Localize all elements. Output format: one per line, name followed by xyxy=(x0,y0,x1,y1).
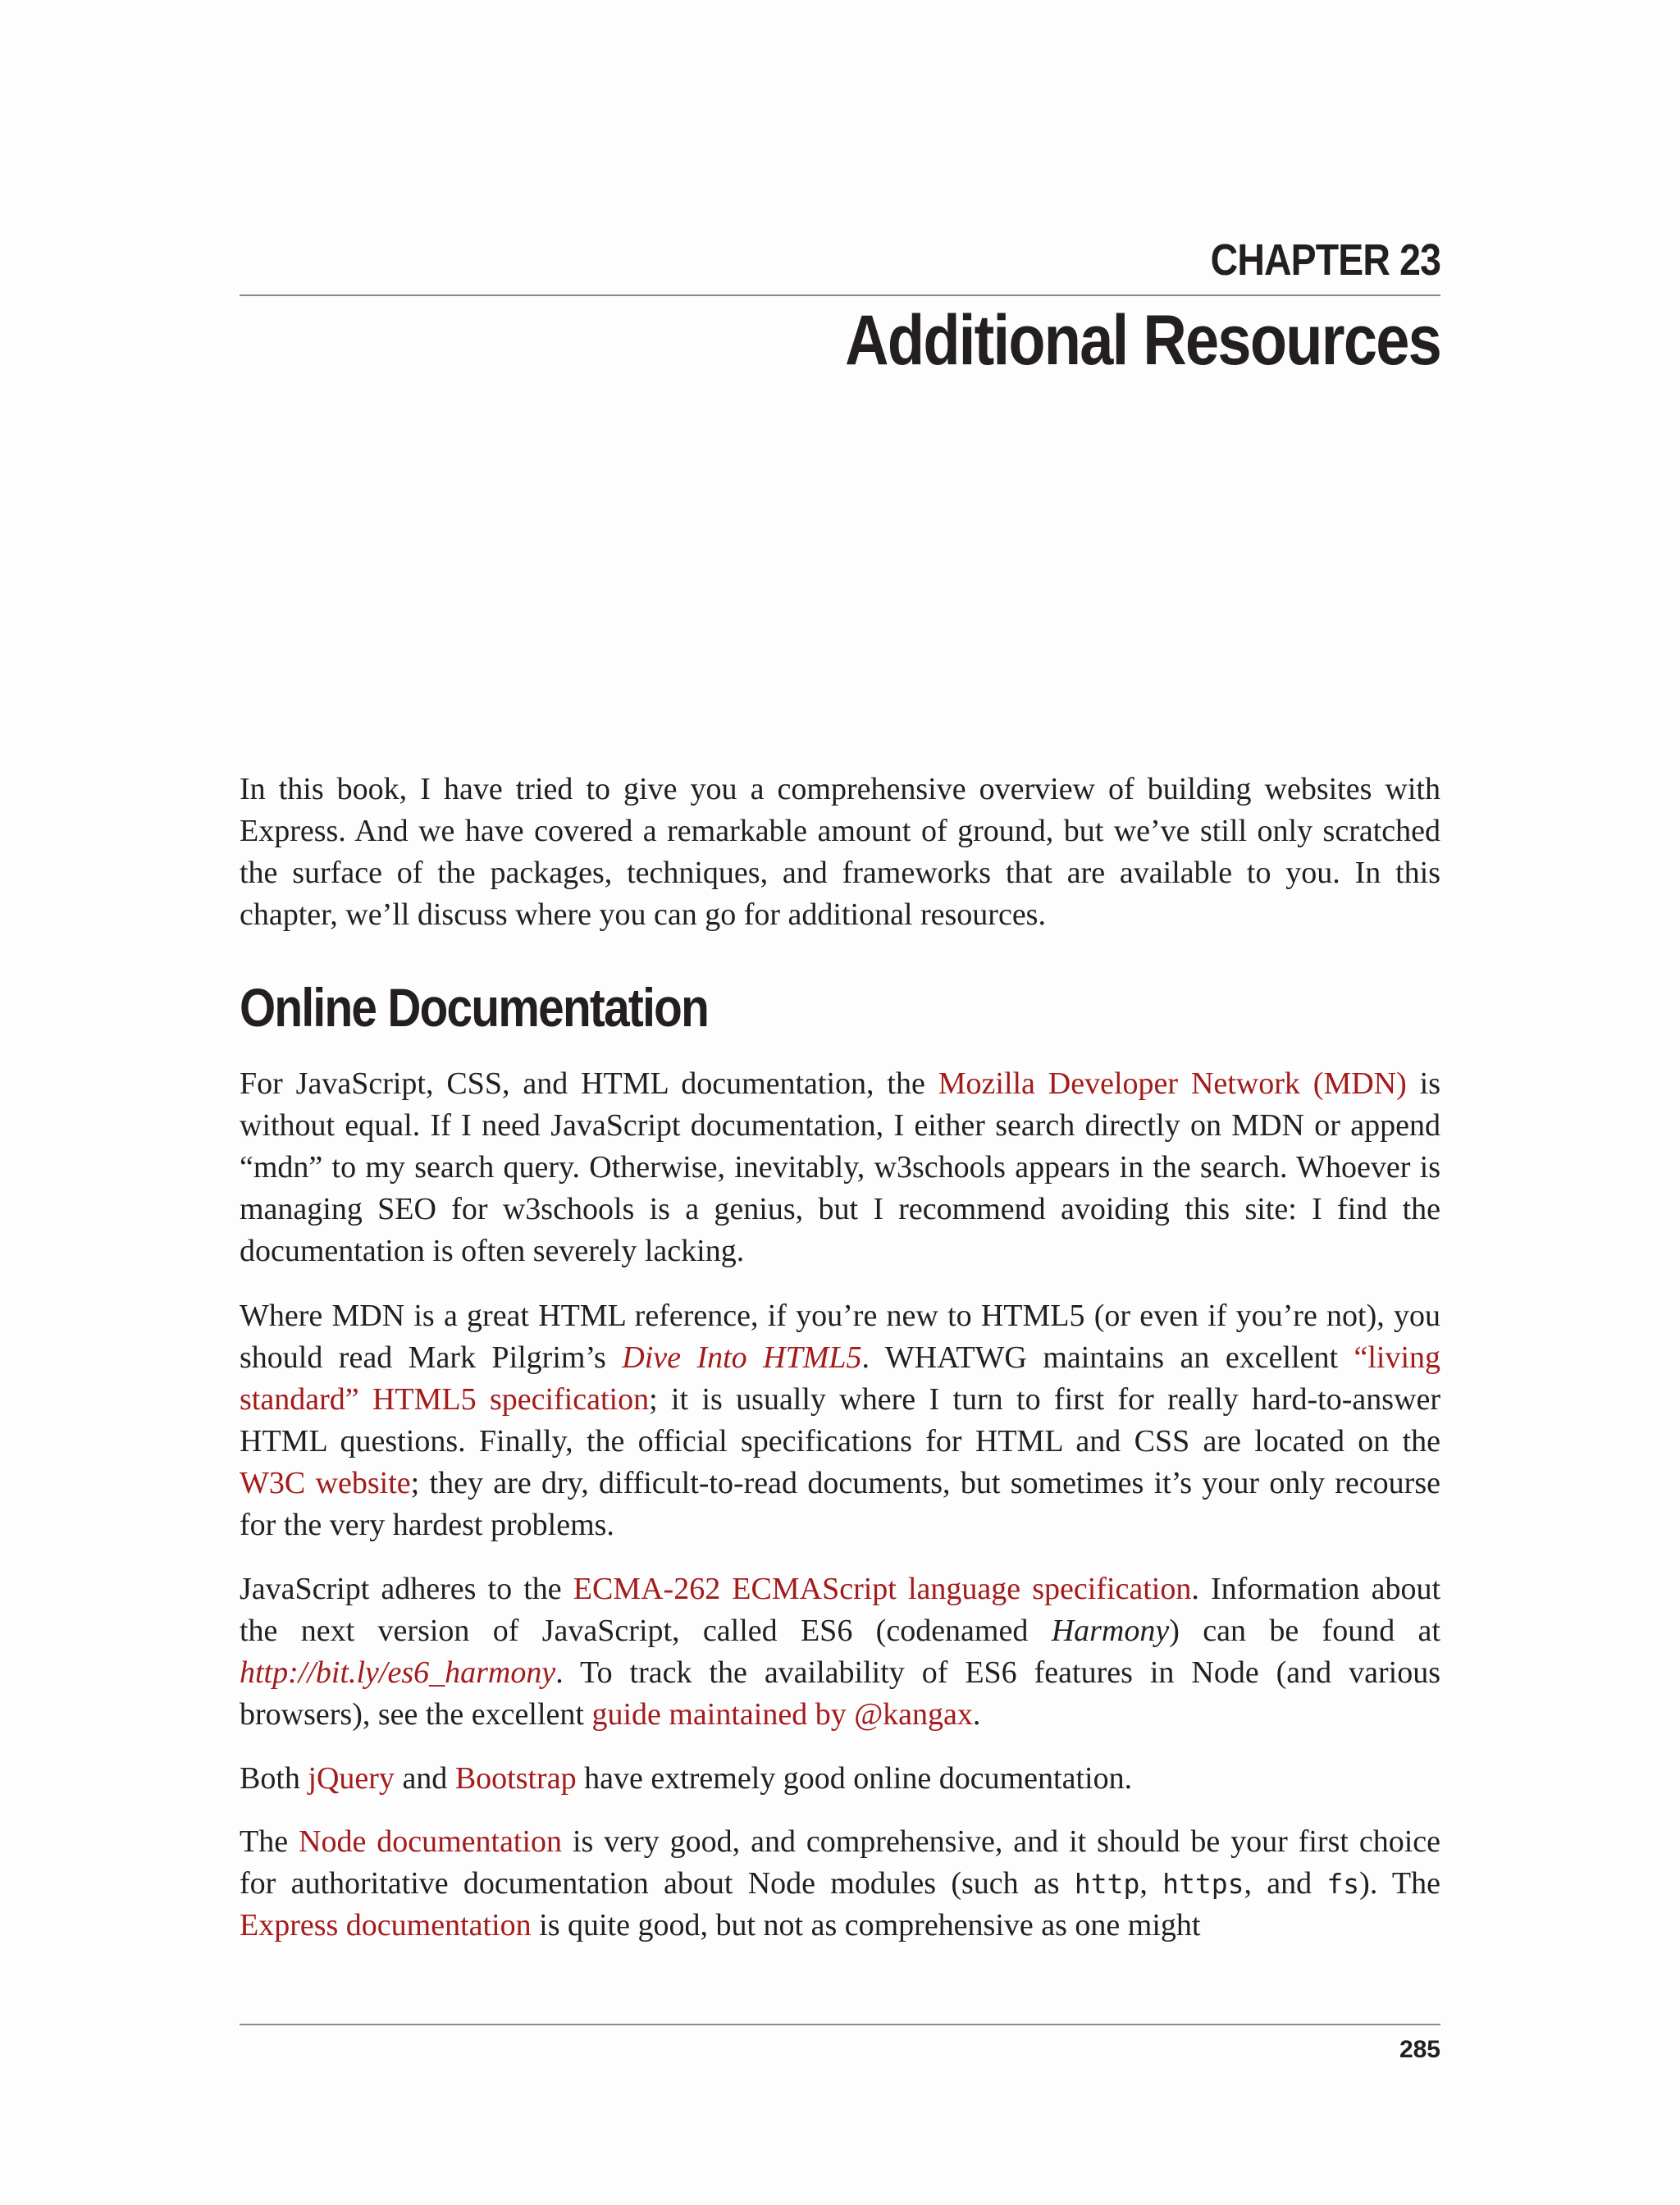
intro-paragraph: In this book, I have tried to give you a comprehensive overview of building websites with Express. And we have covered a remarkable amount of ground, but we’ve still only scratched the surface of the packages, techniques, and frameworks that are available to you. In this chapter, we’ll discuss where you can go for additional resources. xyxy=(240,772,1440,932)
mdn-link[interactable]: Mozilla Developer Network (MDN) xyxy=(938,1066,1407,1101)
paragraph-text: , and xyxy=(1244,1866,1327,1901)
paragraph-text: . Information about the next version of JavaScript, called ES6 (codenamed xyxy=(240,1572,1441,1648)
paragraph-text: ; it is usually where I turn to first for really hard-to-answer HTML questions. Finally, the official specifications for HTML and CSS are located on the xyxy=(240,1382,1440,1459)
paragraph-text: . xyxy=(972,1697,981,1732)
html5-spec-link[interactable]: “living standard” HTML5 specification xyxy=(240,1340,1441,1417)
express-docs-link[interactable]: Express documentation xyxy=(240,1908,532,1942)
chapter-title: Additional Resources xyxy=(845,301,1440,380)
paragraph-ecmascript xyxy=(240,1568,1440,1736)
book-page xyxy=(240,0,1440,2205)
paragraph-text: ). The xyxy=(1359,1866,1440,1901)
section-heading: Online Documentation xyxy=(240,977,709,1038)
paragraph-text: . WHATWG maintains an excellent xyxy=(861,1340,1354,1375)
node-docs-link[interactable]: Node documentation xyxy=(299,1824,563,1859)
kangax-guide-link[interactable]: guide maintained by @kangax xyxy=(591,1697,973,1732)
paragraph-text: Both xyxy=(240,1761,308,1796)
bootstrap-link[interactable]: Bootstrap xyxy=(454,1761,577,1796)
paragraph-text: JavaScript adheres to the xyxy=(240,1572,573,1606)
code-fs: fs xyxy=(1326,1868,1360,1900)
emphasis-text: Harmony xyxy=(1051,1614,1170,1648)
code-http: http xyxy=(1074,1868,1140,1900)
chapter-label: CHAPTER 23 xyxy=(1210,235,1440,285)
paragraph-text: and xyxy=(394,1761,455,1796)
paragraph-text: ) can be found at xyxy=(1169,1614,1440,1648)
paragraph-mdn xyxy=(240,1063,1440,1272)
dive-into-html5-link[interactable]: Dive Into HTML5 xyxy=(622,1340,862,1375)
paragraph-text: ; they are dry, difficult-to-read documents, but sometimes it’s your only recourse for the very hardest problems. xyxy=(240,1466,1440,1542)
ecma-spec-link[interactable]: ECMA-262 ECMAScript language specification xyxy=(573,1572,1192,1606)
paragraph-text: have extremely good online documentation. xyxy=(576,1761,1133,1796)
paragraph-text: is very good, and comprehensive, and it should be your first choice for authoritative documentation about Node modules (such as xyxy=(240,1824,1441,1901)
paragraph-text: Where MDN is a great HTML reference, if you’re new to HTML5 (or even if you’re not), you should read Mark Pilgrim’s xyxy=(240,1299,1440,1375)
jquery-link[interactable]: jQuery xyxy=(308,1761,395,1796)
paragraph-text: . To track the availability of ES6 features in Node (and various browsers), see the excellent xyxy=(240,1655,1440,1732)
paragraph-node xyxy=(240,1821,1440,1947)
paragraph-text: The xyxy=(240,1824,299,1859)
chapter-divider xyxy=(240,294,1440,296)
paragraph-text: is quite good, but not as comprehensive as one might xyxy=(531,1908,1201,1942)
paragraph-text: For JavaScript, CSS, and HTML documentation, the xyxy=(240,1066,938,1101)
page-number: 285 xyxy=(1399,2036,1440,2063)
paragraph-html5 xyxy=(240,1295,1440,1546)
code-https: https xyxy=(1162,1868,1244,1900)
paragraph-jquery-bootstrap xyxy=(240,1758,1440,1800)
es6-harmony-link[interactable]: http://bit.ly/es6_harmony xyxy=(240,1655,556,1690)
w3c-website-link[interactable]: W3C website xyxy=(240,1466,411,1500)
paragraph-text: , xyxy=(1139,1866,1163,1901)
footer-divider xyxy=(240,2024,1440,2025)
paragraph-text: is without equal. If I need JavaScript documentation, I either search directly on MDN or append “mdn” to my search query. Otherwise, inevitably, w3schools appears in the search. Whoever is managing SEO for w3schools is a genius, but I recommend avoiding this site: I find the documentation is often severely lacking. xyxy=(240,1066,1441,1268)
